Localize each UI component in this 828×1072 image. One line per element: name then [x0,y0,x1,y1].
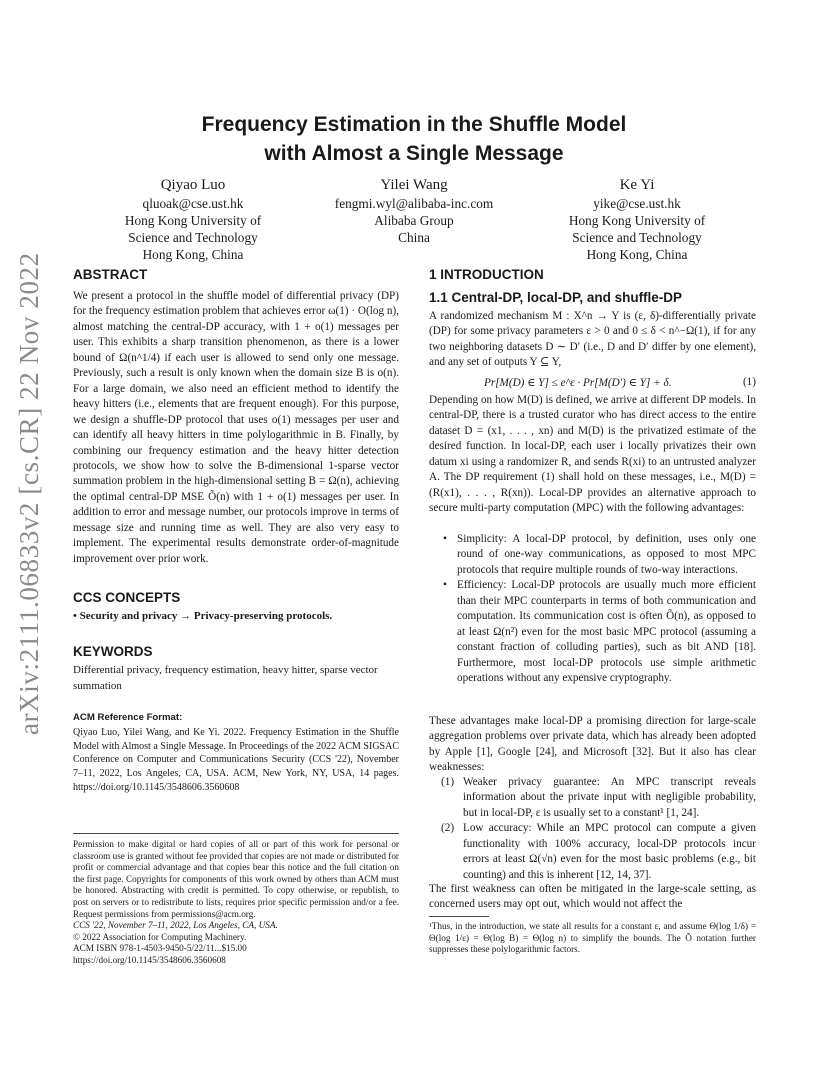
list-item [443,821,756,883]
author-block-2 [314,175,514,246]
keywords-heading: KEYWORDS [73,644,153,659]
author-email: qluoak@cse.ust.hk [142,196,244,211]
intro-heading: 1 INTRODUCTION [429,267,544,282]
equation-number: (1) [742,376,756,388]
title-line-2: with Almost a Single Message [264,142,564,165]
author-affiliation: Science and Technology [572,230,702,245]
arxiv-watermark [14,252,54,775]
author-affiliation: Alibaba Group [374,213,454,228]
acm-reference-text: Qiyao Luo, Yilei Wang, and Ke Yi. 2022. Frequency Estimation in the Shuffle Model with Almost a Single Message. In Proceedings of the 2022 ACM SIGSAC Conference on Computer and Communications Security (CCS '22), November 7–11, 2022, Los Angeles, CA, USA. ACM, New York, NY, USA, 14 pages. https://doi.org/10.1145/3548606.3560608 [73,727,399,793]
author-affiliation: Hong Kong University of [568,213,706,228]
acm-reference-heading: ACM Reference Format: [73,712,183,723]
footer-divider [73,833,399,834]
ccs-heading: CCS CONCEPTS [73,590,181,605]
keywords-text: Differential privacy, frequency estimation, heavy hitter, sparse vector summation [73,664,378,692]
arxiv-watermark-text: arXiv:2111.06833v2 [cs.CR] 22 Nov 2022 [14,252,44,735]
list-item [443,775,756,821]
author-location: Hong Kong, China [142,247,244,262]
doi-line: https://doi.org/10.1145/3548606.3560608 [73,954,226,965]
author-name: Qiyao Luo [160,177,226,193]
author-block-3 [542,175,732,263]
weaknesses-list [429,775,756,883]
intro-subheading: 1.1 Central-DP, local-DP, and shuffle-DP [429,290,683,305]
author-name: Ke Yi [619,177,655,193]
copyright-line: © 2022 Association for Computing Machinery. [73,931,247,942]
ccs-concepts-text: • Security and privacy → Privacy-preserving protocols. [73,610,333,622]
intro-paragraph-2: Depending on how M(D) is defined, we arrive at different DP models. In central-DP, there is a trusted curator who has direct access to the entire dataset D = (x1, . . . , xn) and M(D) is the privatized estimate of the desired function. In local-DP, each user i locally privatizes their own datum xi using a randomizer R, and sends R(xi) to an untrusted analyzer A. The DP requirement (1) shall hold on these messages, i.e., M(D) = (R(x1), . . . , R(xn)). Local-DP provides an alternative approach to secure multi-party computation (MPC) with the following advantages: [429,394,756,515]
author-name: Yilei Wang [380,177,448,193]
list-item: • Efficiency: Local-DP protocols are usually much more efficient than their MPC counterparts in terms of both communication and computation. Its communication cost is often Õ(n), as opposed to at least Ω(n²) even for the most basic MPC protocol (assuming a constant fraction of colluding parties), such as bit AND [18]. Furthermore, most local-DP protocols use simple arithmetic operations without any expensive cryptography. [439,578,756,686]
abstract-text: We present a protocol in the shuffle model of differential privacy (DP) for the frequency estimation problem that achieves error ω(1) · O(log n), almost matching the central-DP accuracy, with 1 + o(1) messages per user. This exhibits a sharp transition phenomenon, as there is a lower bound of Ω(n^1/4) if each user is allowed to send only one message. Previously, such a result is only known when the domain size B is o(n). For a large domain, we also need an efficient method to identify the heavy hitters (i.e., elements that are frequent enough). For this purpose, we design a shuffle-DP protocol that uses o(1) messages per user and can identify all heavy hitters in time polylogarithmic in B. Finally, by combining our frequency estimation and the heavy hitter detection protocols, we show how to solve the B-dimensional 1-sparse vector summation problem in the high-dimensional setting B = Ω(n), achieving the optimal central-DP MSE Õ(n) with 1 + o(1) messages per user. In addition to error and message number, our protocols improve in terms of message size and running time as well. They are also very easy to implement. The experimental results demonstrate order-of-magnitude improvement over prior work. [73,290,399,565]
author-block-1 [98,175,288,263]
intro-paragraph-1: A randomized mechanism M : X^n → Y is (ε, δ)-differentially private (DP) for some privacy parameters ε > 0 and 0 ≤ δ < n^−Ω(1), if for any two neighboring datasets D ∼ D′ (i.e., D and D′ differ by one element), and any set of outputs Y ⊆ Y, [429,310,756,369]
author-location: Hong Kong, China [586,247,688,262]
title-line-1: Frequency Estimation in the Shuffle Model [201,113,627,136]
paper-title [0,110,828,168]
author-email: yike@cse.ust.hk [593,196,681,211]
permission-notice [73,839,399,967]
equation-text: Pr[M(D) ∈ Y] ≤ e^ε · Pr[M(D′) ∈ Y] + δ. [484,377,672,389]
list-item-text: Weaker privacy guarantee: An MPC transcript reveals information about the private input with negligible probability, but in local-DP, ε is usually set to a constant¹ [1, 24]. [463,776,756,819]
footnote-1: ¹Thus, in the introduction, we state all results for a constant ε, and assume Θ(log 1/δ) = Θ(log 1/ε) = Θ(log B) = Θ(log n) to simplify the bounds. The Õ notation further suppresses these polylogarithmic factors. [429,921,756,955]
author-location: China [398,230,430,245]
author-affiliation: Science and Technology [128,230,258,245]
intro-paragraph-3: These advantages make local-DP a promising direction for large-scale aggregation problems over private data, which has already been adopted by Apple [1], Google [24], and Microsoft [32]. But it also has clear weaknesses: [429,715,756,774]
footnote-divider [429,916,489,917]
intro-paragraph-4: The first weakness can often be mitigated in the large-scale setting, as concerned users may opt out, which would not affect the [429,883,756,911]
advantages-list [429,532,756,687]
conference-line: CCS '22, November 7–11, 2022, Los Angeles, CA, USA. [73,920,278,931]
abstract-heading: ABSTRACT [73,267,148,282]
list-item-number: (1) [441,776,455,788]
isbn-line: ACM ISBN 978-1-4503-9450-5/22/11...$15.00 [73,943,247,954]
permission-text: Permission to make digital or hard copies of all or part of this work for personal or classroom use is granted without fee provided that copies are not made or distributed for profit or commercial advantage and that copies bear this notice and the full citation on the first page. Copyrights for components of this work owned by others than ACM must be honored. Abstracting with credit is permitted. To copy otherwise, or republish, to post on servers or to redistribute to lists, requires prior specific permission and/or a fee. Request permissions from permissions@acm.org. [73,839,399,919]
author-affiliation: Hong Kong University of [124,213,262,228]
list-item: • Simplicity: A local-DP protocol, by definition, uses only one round of one-way communications, as opposed to most MPC protocols that require multiple rounds of two-way interactions. [439,532,756,578]
list-item-text: Low accuracy: While an MPC protocol can compute a given functionality with 100% accuracy, local-DP protocols incur errors at least Ω(√n) even for the most basic problems (e.g., bit counting) and this is inherent [12, 14, 37]. [463,822,756,881]
author-email: fengmi.wyl@alibaba-inc.com [334,196,494,211]
list-item-number: (2) [441,822,455,835]
